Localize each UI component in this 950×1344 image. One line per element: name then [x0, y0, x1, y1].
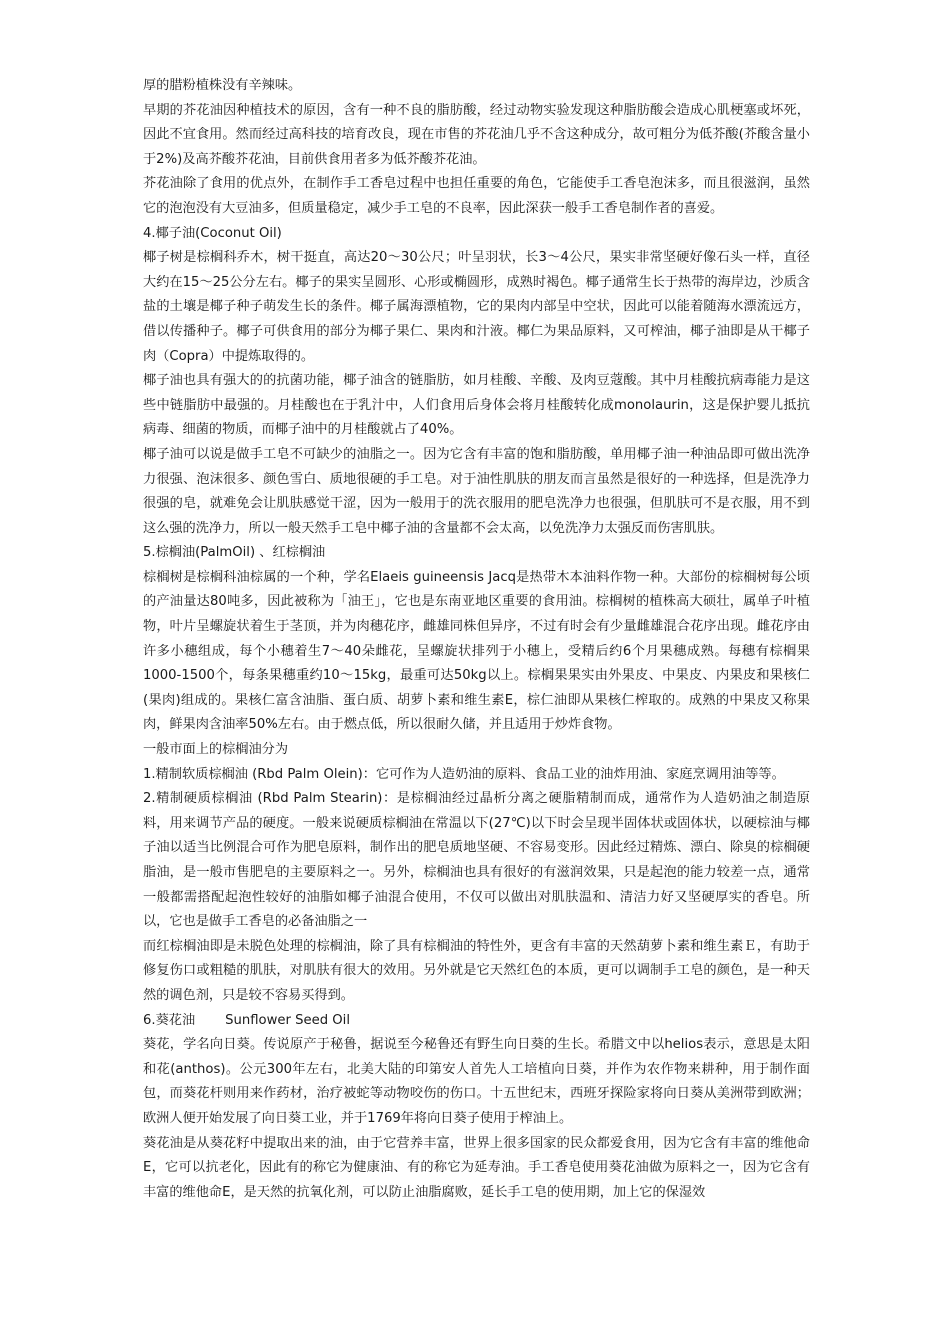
paragraph-sunflower-oil: 葵花油是从葵花籽中提取出来的油，由于它营养丰富，世界上很多国家的民众都爱食用，因为它含有丰富的维他命E，它可以抗老化，因此有的称它为健康油、有的称它为延寿油。手工香皂使用葵花油做为原料之一，因为它含有丰富的维他命E，是天然的抗氧化剂，可以防止油脂腐败，延长手工皂的使用期，加上它的保湿效 [143, 1135, 810, 1200]
paragraph-canola-history: 早期的芥花油因种植技术的原因，含有一种不良的脂肪酸，经过动物实验发现这种脂肪酸会造成心肌梗塞或坏死，因此不宜食用。然而经过高科技的培育改良，现在市售的芥花油几乎不含这种成分，故可粗分为低芥酸(芥酸含量小于2%)及高芥酸芥花油，目前供食用者多为低芥酸芥花油。 [143, 102, 810, 167]
paragraph-canola-end: 厚的腊粉植株没有辛辣味。 [143, 78, 302, 93]
heading-sunflower-oil [143, 1009, 810, 1034]
paragraph-palm-olein: 1.精制软质棕榈油 (Rbd Palm Olein)：它可作为人造奶油的原料、食品工业的油炸用油、家庭烹调用油等等。 [143, 766, 785, 782]
paragraph-coconut-tree: 椰子树是棕榈科乔木，树干挺直，高达20～30公尺；叶呈羽状，长3～4公尺，果实非常坚硬好像石头一样，直径大约在15～25公分左右。椰子的果实呈圆形、心形或椭圆形，成熟时褐色。椰子通常生长于热带的海岸边，沙质含盐的土壤是椰子种子萌发生长的条件。椰子属海漂植物，它的果肉内部呈中空状，因此可以能着随海水漂流远方，借以传播种子。椰子可供食用的部分为椰子果仁、果肉和汁液。椰仁为果品原料，又可榨油，椰子油即是从干椰子肉（Copra）中提炼取得的。 [143, 250, 810, 364]
paragraph-palm-tree: 棕榈树是棕榈科油棕属的一个种，学名Elaeis guineensis Jacq是热带木本油料作物一种。大部份的棕榈树每公顷的产油量达80吨多，因此被称为「油王」，它也是东南亚地区重要的食用油。棕榈树的植株高大硕壮，属单子叶植物，叶片呈螺旋状着生于茎顶，并为肉穗花序，雌雄同株但异序，不过有时会有少量雌雄混合花序出现。雌花序由许多小穗组成，每个小穗着生7～40朵雌花，呈螺旋状排列于小穗上，受精后约6个月果穗成熟。每穗有棕榈果1000-1500个，每条果穗重约10～15kg，最重可达50kg以上。棕榈果果实由外果皮、中果皮、内果皮和果核仁(果肉)组成的。果核仁富含油脂、蛋白质、胡萝卜素和维生素E，棕仁油即从果核仁榨取的。成熟的中果皮又称果肉，鲜果肉含油率50%左右。由于燃点低，所以很耐久储，并且适用于炒炸食物。 [143, 569, 810, 733]
paragraph-palm-stearin: 2.精制硬质棕榈油 (Rbd Palm Stearin)：是棕榈油经过晶析分离之硬脂精制而成，通常作为人造奶油之制造原料，用来调节产品的硬度。一般来说硬质棕榈油在常温以下(27℃)以下时会呈现半固体状或固体状，以硬棕油与椰子油以适当比例混合可作为肥皂原料，制作出的肥皂质地坚硬、不容易变形。因此经过精炼、漂白、除臭的棕榈硬脂油，是一般市售肥皂的主要原料之一。另外，棕榈油也具有很好的有滋润效果，只是起泡的能力较差一点，通常一般都需搭配起泡性较好的油脂如椰子油混合使用，不仅可以做出对肌肤温和、清洁力好又坚硬厚实的香皂。所以，它也是做手工香皂的必备油脂之一 [143, 791, 810, 930]
heading-sunflower-number: 6.葵花油 [143, 1012, 196, 1028]
paragraph-red-palm-oil: 而红棕榈油即是未脱色处理的棕榈油，除了具有棕榈油的特性外，更含有丰富的天然葫萝卜素和维生素Ｅ，有助于修复伤口或粗糙的肌肤，对肌肤有很大的效用。另外就是它天然红色的本质，更可以调制手工皂的颜色，是一种天然的调色剂，只是较不容易买得到。 [143, 938, 810, 1003]
heading-palm-oil: 5.棕榈油(PalmOil) 、红棕榈油 [143, 545, 326, 561]
heading-coconut-oil: 4.椰子油(Coconut Oil) [143, 225, 282, 241]
paragraph-palm-types-intro: 一般市面上的棕榈油分为 [143, 742, 289, 758]
paragraph-coconut-soap: 椰子油可以说是做手工皂不可缺少的油脂之一。因为它含有丰富的饱和脂肪酸，单用椰子油一种油品即可做出洗净力很强、泡沫很多、颜色雪白、质地很硬的手工皂。对于油性肌肤的朋友而言虽然是很好的一种选择，但是洗净力很强的皂，就难免会让肌肤感觉干涩，因为一般用于的洗衣服用的肥皂洗净力也很强，但肌肤可不是衣服，用不到这么强的洗净力，所以一般天然手工皂中椰子油的含量都不会太高，以免洗净力太强反而伤害肌肤。 [143, 446, 810, 536]
heading-sunflower-english: Sunflower Seed Oil [225, 1012, 350, 1028]
paragraph-coconut-antibacterial: 椰子油也具有强大的的抗菌功能，椰子油含的链脂肪，如月桂酸、辛酸、及肉豆蔻酸。其中月桂酸抗病毒能力是这些中链脂肪中最强的。月桂酸也在于乳汁中，人们食用后身体会将月桂酸转化成monolaurin，这是保护婴儿抵抗病毒、细菌的物质，而椰子油中的月桂酸就占了40%。 [143, 373, 810, 438]
paragraph-sunflower-history: 葵花，学名向日葵。传说原产于秘鲁，据说至今秘鲁还有野生向日葵的生长。希腊文中以helios表示，意思是太阳和花(anthos)。公元300年左右，北美大陆的印第安人首先人工培植向日葵，并作为农作物来耕种，用于制作面包，而葵花杆则用来作药材，治疗被蛇等动物咬伤的伤口。十五世纪末，西班牙探险家将向日葵从美洲带到欧洲；欧洲人便开始发展了向日葵工业，并于1769年将向日葵子使用于榨油上。 [143, 1037, 810, 1126]
paragraph-canola-soap: 芥花油除了食用的优点外，在制作手工香皂过程中也担任重要的角色，它能使手工香皂泡沫多，而且很滋润，虽然它的泡泡没有大豆油多，但质量稳定，减少手工皂的不良率，因此深获一般手工香皂制作者的喜爱。 [143, 176, 810, 216]
